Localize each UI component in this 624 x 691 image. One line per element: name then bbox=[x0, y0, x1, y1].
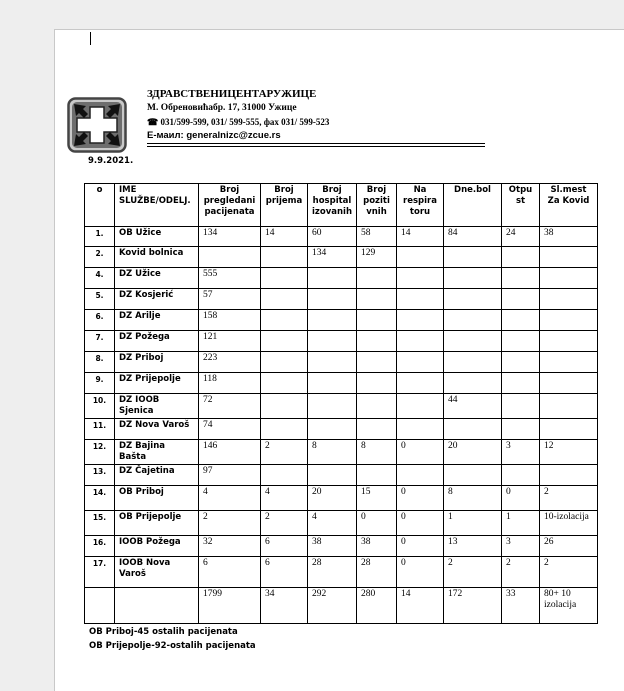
table-row bbox=[85, 310, 598, 331]
value-cell: 3 bbox=[502, 536, 540, 557]
institution-email: Е-маил: generalnizc@zcue.rs bbox=[147, 130, 281, 141]
footnote: OB Priboj-45 ostalih pacijenata bbox=[89, 627, 238, 637]
table-row bbox=[85, 352, 598, 373]
value-cell: 146 bbox=[199, 440, 261, 465]
value-cell: 3 bbox=[502, 440, 540, 465]
value-cell: 0 bbox=[397, 511, 444, 536]
value-cell: 38 bbox=[357, 536, 397, 557]
value-cell: 118 bbox=[199, 373, 261, 394]
service-name-cell: DZ Požega bbox=[115, 331, 199, 352]
value-cell bbox=[444, 289, 502, 310]
service-name-cell: DZ Nova Varoš bbox=[115, 419, 199, 440]
service-name-cell: Kovid bolnica bbox=[115, 247, 199, 268]
row-number-cell: 17. bbox=[85, 557, 115, 588]
value-cell bbox=[357, 465, 397, 486]
value-cell bbox=[444, 268, 502, 289]
value-cell bbox=[357, 394, 397, 419]
value-cell: 24 bbox=[502, 227, 540, 247]
table-row bbox=[85, 373, 598, 394]
value-cell: 14 bbox=[397, 227, 444, 247]
value-cell bbox=[397, 419, 444, 440]
value-cell bbox=[397, 310, 444, 331]
table-row bbox=[85, 536, 598, 557]
value-cell: 72 bbox=[199, 394, 261, 419]
value-cell bbox=[397, 352, 444, 373]
value-cell: 0 bbox=[357, 511, 397, 536]
value-cell bbox=[540, 394, 598, 419]
value-cell bbox=[397, 268, 444, 289]
value-cell: 129 bbox=[357, 247, 397, 268]
value-cell bbox=[502, 373, 540, 394]
value-cell bbox=[357, 331, 397, 352]
value-cell: 0 bbox=[397, 486, 444, 511]
row-number-cell: 2. bbox=[85, 247, 115, 268]
value-cell bbox=[502, 331, 540, 352]
value-cell: 8 bbox=[357, 440, 397, 465]
column-header: o bbox=[85, 184, 115, 227]
value-cell: 280 bbox=[357, 588, 397, 624]
value-cell: 555 bbox=[199, 268, 261, 289]
value-cell bbox=[397, 394, 444, 419]
value-cell: 26 bbox=[540, 536, 598, 557]
table-row bbox=[85, 588, 598, 624]
row-number-cell: 4. bbox=[85, 268, 115, 289]
institution-title: ЗДРАВСТВЕНИЦЕНТАРУЖИЦЕ bbox=[147, 88, 317, 100]
institution-address: М. Обреновићабр. 17, 31000 Ужице bbox=[147, 103, 297, 113]
table-row bbox=[85, 557, 598, 588]
value-cell: 4 bbox=[261, 486, 308, 511]
value-cell: 158 bbox=[199, 310, 261, 331]
footnote: OB Prijepolje-92-ostalih pacijenata bbox=[89, 641, 256, 651]
value-cell bbox=[397, 465, 444, 486]
value-cell bbox=[308, 310, 357, 331]
value-cell bbox=[308, 419, 357, 440]
value-cell: 32 bbox=[199, 536, 261, 557]
column-header: Broj prijema bbox=[261, 184, 308, 227]
service-name-cell: DZ Užice bbox=[115, 268, 199, 289]
value-cell bbox=[502, 419, 540, 440]
service-name-cell: OB Prijepolje bbox=[115, 511, 199, 536]
table-row bbox=[85, 247, 598, 268]
service-name-cell: IOOB Požega bbox=[115, 536, 199, 557]
value-cell: 1799 bbox=[199, 588, 261, 624]
value-cell: 15 bbox=[357, 486, 397, 511]
value-cell: 14 bbox=[261, 227, 308, 247]
value-cell bbox=[502, 268, 540, 289]
value-cell bbox=[540, 310, 598, 331]
cross-arrows-logo-icon bbox=[67, 97, 127, 153]
value-cell: 20 bbox=[444, 440, 502, 465]
footnotes bbox=[89, 625, 256, 653]
value-cell: 13 bbox=[444, 536, 502, 557]
value-cell bbox=[540, 289, 598, 310]
value-cell bbox=[444, 419, 502, 440]
value-cell: 121 bbox=[199, 331, 261, 352]
service-name-cell: DZ Čajetina bbox=[115, 465, 199, 486]
row-number-cell: 13. bbox=[85, 465, 115, 486]
value-cell bbox=[261, 419, 308, 440]
value-cell: 14 bbox=[397, 588, 444, 624]
table-row bbox=[85, 227, 598, 247]
value-cell: 134 bbox=[199, 227, 261, 247]
service-name-cell: OB Priboj bbox=[115, 486, 199, 511]
table-row bbox=[85, 511, 598, 536]
column-header: Broj poziti vnih bbox=[357, 184, 397, 227]
column-header: Broj hospital izovanih bbox=[308, 184, 357, 227]
column-header: Dne.bol bbox=[444, 184, 502, 227]
header-divider bbox=[147, 146, 485, 147]
value-cell: 38 bbox=[308, 536, 357, 557]
table-row bbox=[85, 289, 598, 310]
value-cell: 0 bbox=[397, 536, 444, 557]
value-cell bbox=[540, 352, 598, 373]
value-cell: 34 bbox=[261, 588, 308, 624]
value-cell: 38 bbox=[540, 227, 598, 247]
service-name-cell: DZ Bajina Bašta bbox=[115, 440, 199, 465]
value-cell bbox=[261, 352, 308, 373]
value-cell: 0 bbox=[397, 440, 444, 465]
statistics-table bbox=[84, 183, 598, 624]
row-number-cell: 8. bbox=[85, 352, 115, 373]
value-cell bbox=[357, 373, 397, 394]
service-name-cell: DZ Arilje bbox=[115, 310, 199, 331]
text-cursor bbox=[90, 32, 91, 45]
value-cell bbox=[261, 310, 308, 331]
value-cell bbox=[397, 247, 444, 268]
value-cell bbox=[397, 331, 444, 352]
value-cell: 2 bbox=[540, 557, 598, 588]
value-cell: 2 bbox=[261, 511, 308, 536]
value-cell bbox=[357, 352, 397, 373]
value-cell bbox=[357, 419, 397, 440]
value-cell: 1 bbox=[502, 511, 540, 536]
value-cell bbox=[261, 465, 308, 486]
value-cell bbox=[540, 373, 598, 394]
value-cell: 134 bbox=[308, 247, 357, 268]
service-name-cell: OB Užice bbox=[115, 227, 199, 247]
value-cell bbox=[308, 331, 357, 352]
value-cell: 223 bbox=[199, 352, 261, 373]
table-row bbox=[85, 331, 598, 352]
value-cell bbox=[261, 394, 308, 419]
service-name-cell bbox=[115, 588, 199, 624]
row-number-cell: 6. bbox=[85, 310, 115, 331]
value-cell bbox=[357, 268, 397, 289]
value-cell: 2 bbox=[540, 486, 598, 511]
value-cell bbox=[502, 465, 540, 486]
column-header: IME SLUŽBE/ODELJ. bbox=[115, 184, 199, 227]
value-cell: 28 bbox=[308, 557, 357, 588]
value-cell: 2 bbox=[444, 557, 502, 588]
column-header: Otpu st bbox=[502, 184, 540, 227]
value-cell: 0 bbox=[397, 557, 444, 588]
value-cell bbox=[261, 289, 308, 310]
table-row bbox=[85, 486, 598, 511]
row-number-cell bbox=[85, 588, 115, 624]
value-cell: 57 bbox=[199, 289, 261, 310]
report-date: 9.9.2021. bbox=[88, 156, 134, 166]
value-cell bbox=[308, 289, 357, 310]
value-cell bbox=[308, 268, 357, 289]
value-cell: 60 bbox=[308, 227, 357, 247]
value-cell bbox=[261, 331, 308, 352]
value-cell: 28 bbox=[357, 557, 397, 588]
row-number-cell: 9. bbox=[85, 373, 115, 394]
document-page bbox=[54, 29, 624, 691]
value-cell bbox=[308, 465, 357, 486]
service-name-cell: IOOB Nova Varoš bbox=[115, 557, 199, 588]
service-name-cell: DZ Priboj bbox=[115, 352, 199, 373]
value-cell: 12 bbox=[540, 440, 598, 465]
value-cell: 4 bbox=[199, 486, 261, 511]
value-cell: 2 bbox=[261, 440, 308, 465]
value-cell: 8 bbox=[308, 440, 357, 465]
value-cell bbox=[540, 268, 598, 289]
value-cell: 84 bbox=[444, 227, 502, 247]
row-number-cell: 1. bbox=[85, 227, 115, 247]
row-number-cell: 15. bbox=[85, 511, 115, 536]
table-row bbox=[85, 419, 598, 440]
value-cell: 44 bbox=[444, 394, 502, 419]
value-cell bbox=[397, 289, 444, 310]
row-number-cell: 10. bbox=[85, 394, 115, 419]
table-row bbox=[85, 394, 598, 419]
value-cell: 58 bbox=[357, 227, 397, 247]
value-cell: 6 bbox=[199, 557, 261, 588]
table-header-row bbox=[85, 184, 598, 227]
service-name-cell: DZ Kosjerić bbox=[115, 289, 199, 310]
letterhead bbox=[147, 87, 329, 143]
value-cell: 10-izolacija bbox=[540, 511, 598, 536]
column-header: Na respira toru bbox=[397, 184, 444, 227]
value-cell: 292 bbox=[308, 588, 357, 624]
value-cell: 33 bbox=[502, 588, 540, 624]
value-cell: 172 bbox=[444, 588, 502, 624]
row-number-cell: 16. bbox=[85, 536, 115, 557]
value-cell: 6 bbox=[261, 557, 308, 588]
row-number-cell: 12. bbox=[85, 440, 115, 465]
value-cell bbox=[444, 352, 502, 373]
value-cell: 4 bbox=[308, 511, 357, 536]
value-cell bbox=[502, 310, 540, 331]
value-cell: 2 bbox=[199, 511, 261, 536]
value-cell: 97 bbox=[199, 465, 261, 486]
value-cell: 6 bbox=[261, 536, 308, 557]
service-name-cell: DZ IOOB Sjenica bbox=[115, 394, 199, 419]
value-cell: 20 bbox=[308, 486, 357, 511]
value-cell bbox=[444, 373, 502, 394]
value-cell bbox=[261, 268, 308, 289]
value-cell bbox=[199, 247, 261, 268]
table-row bbox=[85, 440, 598, 465]
value-cell bbox=[540, 465, 598, 486]
header-divider bbox=[147, 143, 485, 144]
value-cell bbox=[444, 331, 502, 352]
value-cell bbox=[502, 352, 540, 373]
value-cell: 8 bbox=[444, 486, 502, 511]
row-number-cell: 5. bbox=[85, 289, 115, 310]
value-cell bbox=[502, 247, 540, 268]
value-cell bbox=[261, 247, 308, 268]
value-cell bbox=[444, 310, 502, 331]
value-cell bbox=[308, 373, 357, 394]
service-name-cell: DZ Prijepolje bbox=[115, 373, 199, 394]
value-cell: 1 bbox=[444, 511, 502, 536]
value-cell: 80+ 10 izolacija bbox=[540, 588, 598, 624]
value-cell: 74 bbox=[199, 419, 261, 440]
value-cell bbox=[444, 465, 502, 486]
value-cell bbox=[444, 247, 502, 268]
value-cell bbox=[540, 419, 598, 440]
value-cell bbox=[357, 289, 397, 310]
value-cell bbox=[261, 373, 308, 394]
table-row bbox=[85, 268, 598, 289]
row-number-cell: 11. bbox=[85, 419, 115, 440]
value-cell bbox=[502, 289, 540, 310]
value-cell bbox=[397, 373, 444, 394]
value-cell: 0 bbox=[502, 486, 540, 511]
institution-phone: ☎ 031/599-599, 031/ 599-555, фах 031/ 599-523 bbox=[147, 117, 330, 127]
value-cell bbox=[357, 310, 397, 331]
column-header: Broj pregledani pacijenata bbox=[199, 184, 261, 227]
row-number-cell: 14. bbox=[85, 486, 115, 511]
value-cell bbox=[308, 352, 357, 373]
value-cell bbox=[308, 394, 357, 419]
column-header: Sl.mest Za Kovid bbox=[540, 184, 598, 227]
value-cell bbox=[540, 247, 598, 268]
row-number-cell: 7. bbox=[85, 331, 115, 352]
value-cell bbox=[502, 394, 540, 419]
value-cell bbox=[540, 331, 598, 352]
value-cell: 2 bbox=[502, 557, 540, 588]
table-row bbox=[85, 465, 598, 486]
